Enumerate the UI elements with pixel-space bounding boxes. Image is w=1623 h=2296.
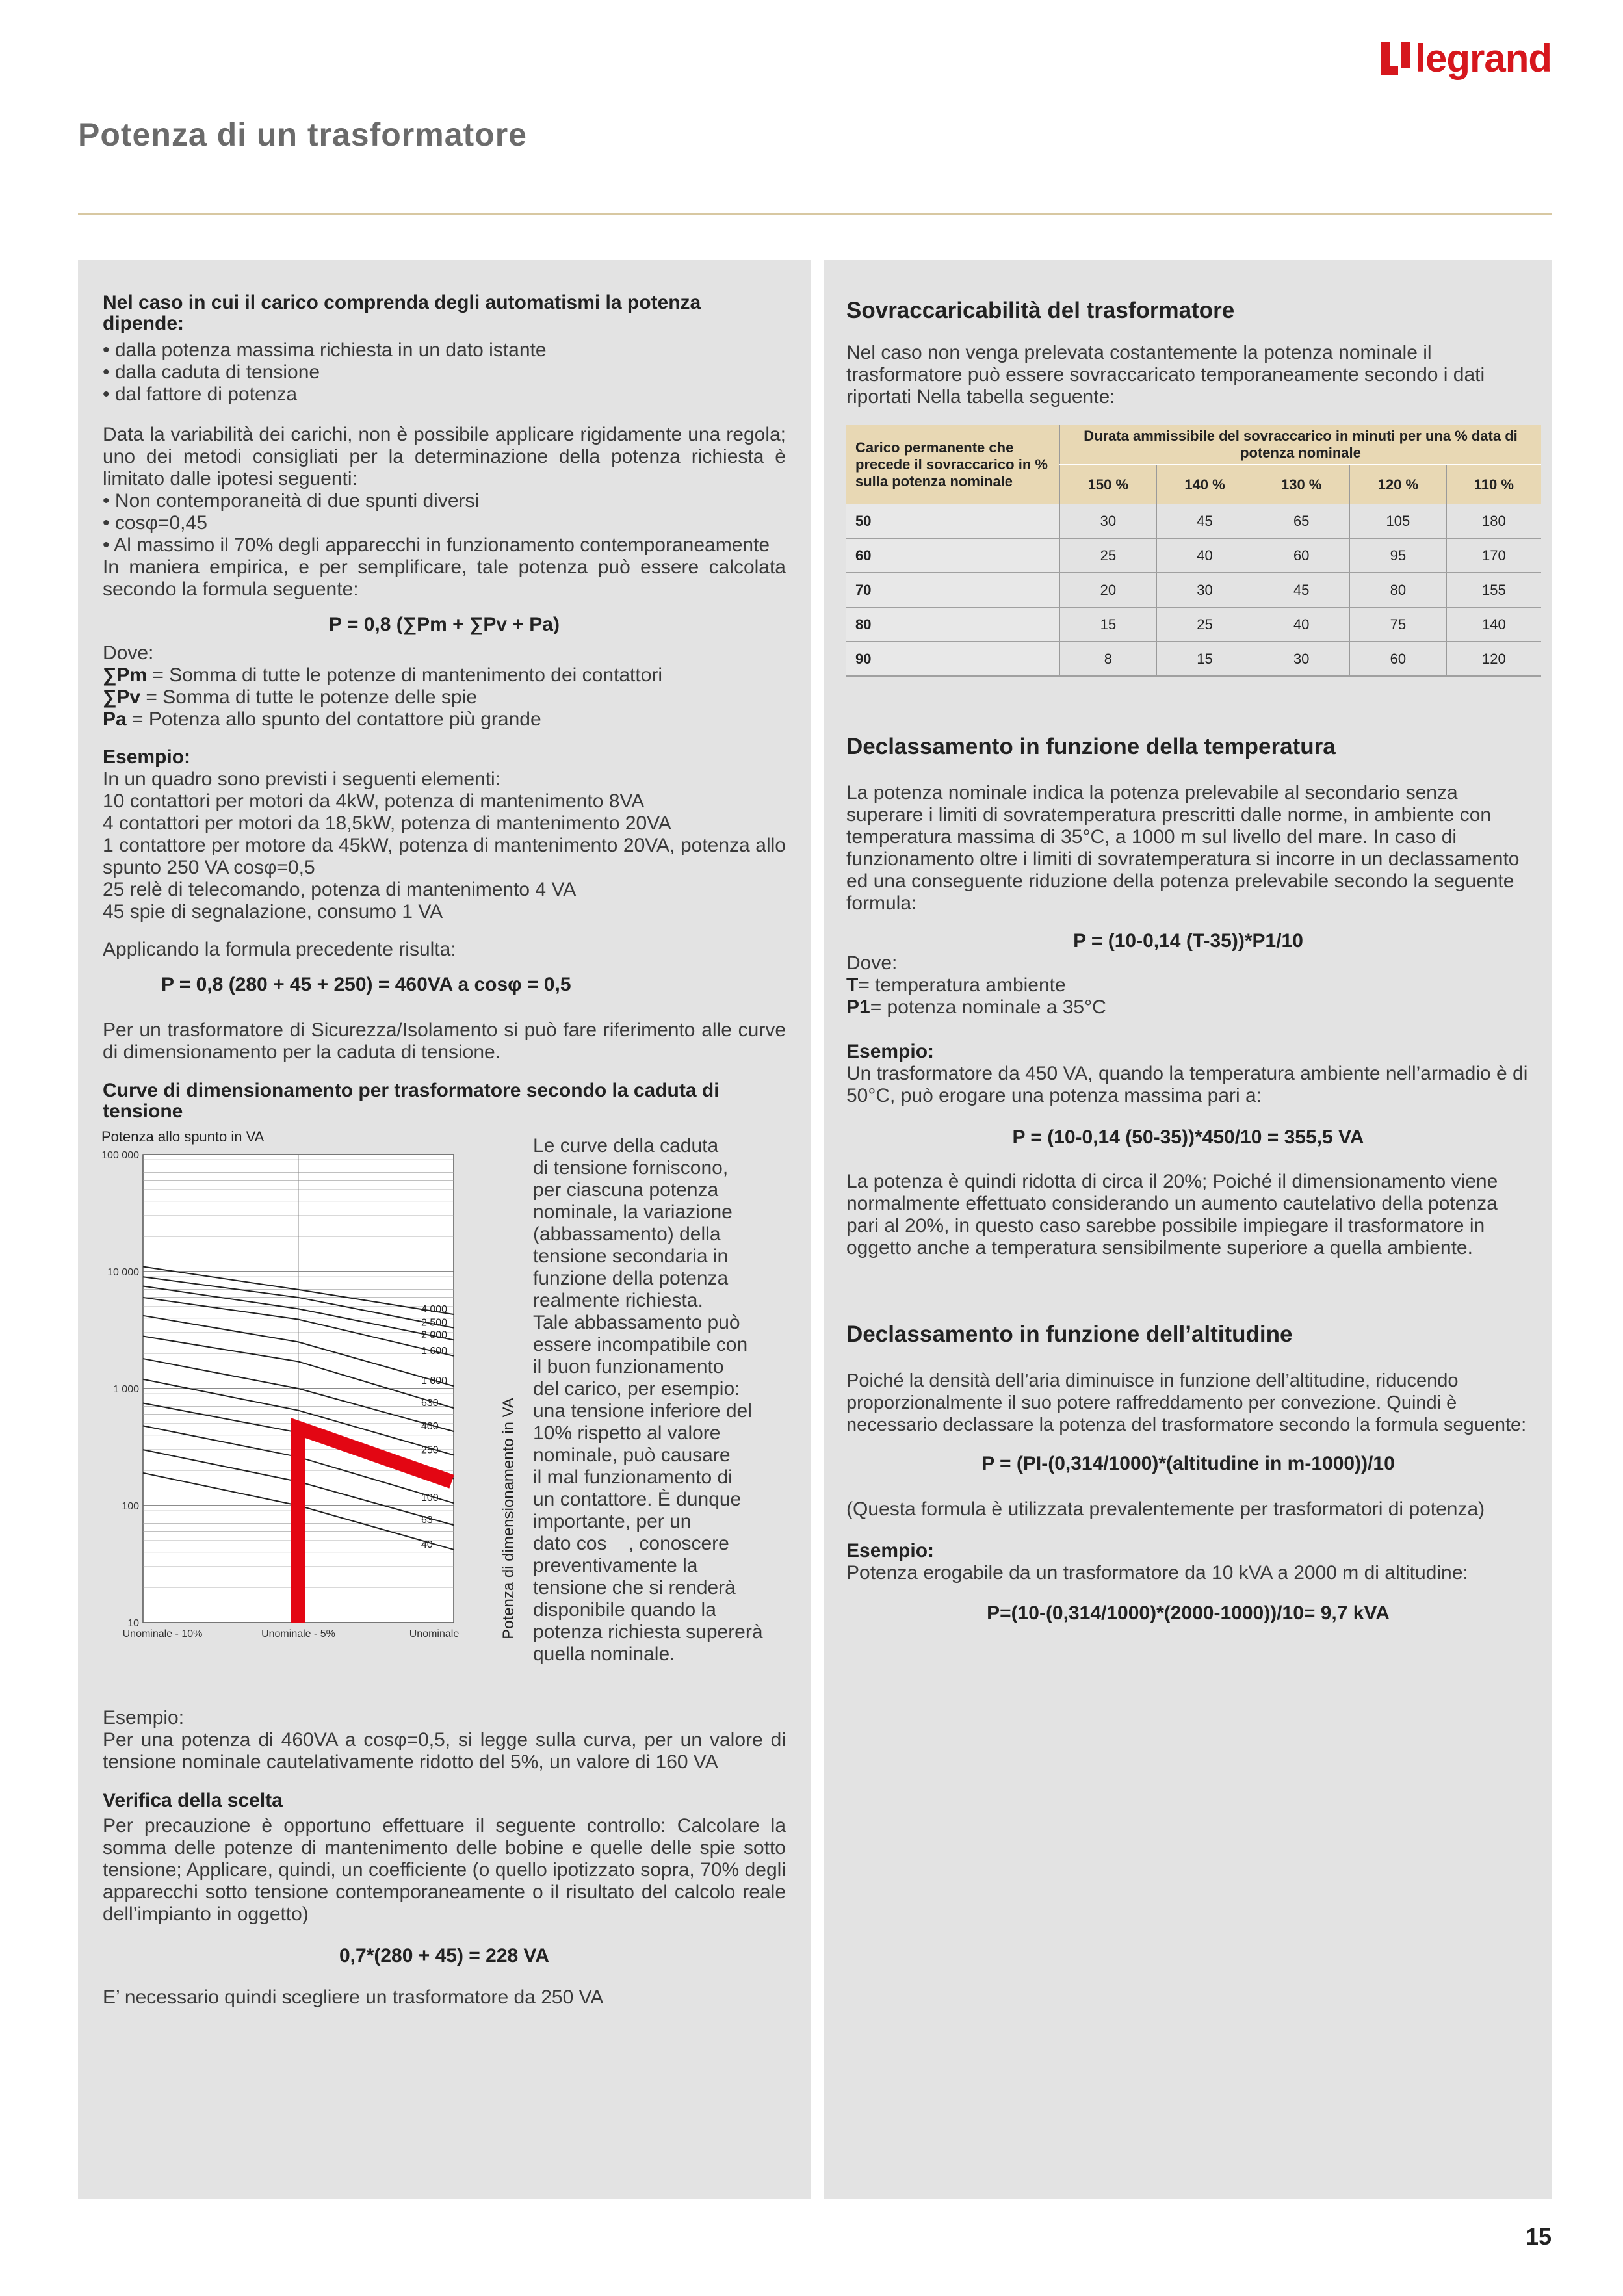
table-cell: 45 <box>1253 573 1350 607</box>
formula-verifica: 0,7*(280 + 45) = 228 VA <box>339 1945 549 1966</box>
hypothesis-item: • cosφ=0,45 <box>103 512 207 534</box>
page-number: 15 <box>1525 2223 1552 2250</box>
table-cell: 45 <box>1156 504 1253 538</box>
table-column-header: 120 % <box>1350 465 1447 504</box>
chart-series-label: 250 <box>421 1444 439 1456</box>
overload-table <box>846 425 1541 677</box>
chart-series-label: 63 <box>421 1515 433 1526</box>
altitudine-text: Poiché la densità dell’aria diminuisce in funzione dell’altitudine, riducendo proporzionalmente il suo potere raffreddamento per convezione. Quindi è necessario declassare la potenza del trasformatore secondo la formula seguente: <box>846 1370 1527 1435</box>
sovraccaricabilita-text: Nel caso non venga prelevata costantemente la potenza nominale il trasformatore può essere sovraccaricato temporaneamente secondo i dati riportati Nella tabella seguente: <box>846 342 1485 408</box>
definition-p1 <box>846 997 1530 1019</box>
table-row <box>846 573 1541 607</box>
hypothesis-item: • Non contemporaneità di due spunti diversi <box>103 490 480 512</box>
table-column-header: 150 % <box>1060 465 1157 504</box>
chart-side-line: nominale, può causare <box>533 1444 731 1466</box>
altitudine-example: Potenza erogabile da un trasformatore da 10 kVA a 2000 m di altitudine: <box>846 1562 1468 1584</box>
chart-series-label: 1 600 <box>421 1345 448 1357</box>
chart-series-label: 4 000 <box>421 1303 448 1315</box>
definition-symbol: ∑Pm <box>103 664 148 686</box>
temperatura-example-formula: P = (10-0,14 (50-35))*450/10 = 355,5 VA <box>1012 1127 1364 1148</box>
chart-side-line: dato cos , conoscere <box>533 1533 729 1554</box>
right-column <box>824 260 1552 2199</box>
chart-y-tick-label: 100 000 <box>101 1150 139 1161</box>
sovraccaricabilita-heading: Sovraccaricabilità del trasformatore <box>846 298 1235 323</box>
formula-main: P = 0,8 (∑Pm + ∑Pv + Pa) <box>329 614 560 635</box>
chart-side-line: preventivamente la <box>533 1555 698 1576</box>
verifica-text: Per precauzione è opportuno effettuare il seguente controllo: Calcolare la somma delle potenze di mantenimento delle bobine e quelle delle spie sotto tensione; Applicare, quindi, un coefficiente (o quello ipotizzato sopra, 70% degli apparecchi sotto tensione contemporaneamente o il risultato del calcolo reale dell’impianto in oggetto) <box>103 1815 786 1925</box>
definition-text: = potenza nominale a 35°C <box>870 997 1106 1018</box>
intro-bullet: • dalla potenza massima richiesta in un dato istante <box>103 339 547 361</box>
chart-side-line: nominale, la variazione <box>533 1201 733 1223</box>
definition-pv <box>103 686 786 709</box>
chart-side-line: (abbassamento) della <box>533 1223 721 1245</box>
altitudine-formula: P = (PI-(0,314/1000)*(altitudine in m-1000))/10 <box>981 1453 1395 1474</box>
temperatura-example: Un trasformatore da 450 VA, quando la temperatura ambiente nell’armadio è di 50°C, può erogare una potenza massima pari a: <box>846 1063 1528 1106</box>
intro-bullet: • dal fattore di potenza <box>103 384 298 405</box>
temperatura-formula: P = (10-0,14 (T-35))*P1/10 <box>1073 930 1303 952</box>
table-cell: 105 <box>1350 504 1447 538</box>
chart-side-line: Le curve della caduta <box>533 1135 719 1156</box>
chart-side-line: una tensione inferiore del <box>533 1400 752 1422</box>
table-cell: 40 <box>1253 607 1350 642</box>
table-row <box>846 538 1541 573</box>
legrand-logo-text: legrand <box>1415 36 1552 80</box>
intro-bullet: • dalla caduta di tensione <box>103 361 320 383</box>
table-cell: 155 <box>1446 573 1541 607</box>
chart-series-label: 2 000 <box>421 1329 448 1341</box>
chart-series-label: 2 500 <box>421 1317 448 1329</box>
definition-symbol: P1 <box>846 997 870 1018</box>
chart-title: Potenza allo spunto in VA <box>101 1128 265 1145</box>
table-cell: 120 <box>1446 642 1541 676</box>
table-column-header: 130 % <box>1253 465 1350 504</box>
table-cell: 95 <box>1350 538 1447 573</box>
table-cell: 25 <box>1156 607 1253 642</box>
table-row <box>846 504 1541 538</box>
left-column <box>78 260 811 2199</box>
altitudine-note: (Questa formula è utilizzata prevalentemente per trasformatori di potenza) <box>846 1498 1485 1520</box>
esempio-line: 1 contattore per motore da 45kW, potenza di mantenimento 20VA, potenza allo spunto 250 VA cosφ=0,5 <box>103 835 786 878</box>
table-cell: 180 <box>1446 504 1541 538</box>
intro-heading: Nel caso in cui il carico comprenda degli automatismi la potenza dipende: <box>103 292 701 334</box>
temperatura-conclusion: La potenza è quindi ridotta di circa il 20%; Poiché il dimensionamento viene normalmente effettuato considerando un aumento cautelativo della potenza pari al 20%, in questo caso sarebbe possibile impiegare il trasformatore in oggetto anche a temperatura sensibilmente superiore a quella ambiente. <box>846 1171 1498 1259</box>
chart-side-line: potenza richiesta supererà <box>533 1621 763 1643</box>
table-column-header: 140 % <box>1156 465 1253 504</box>
table-group-header: Durata ammissibile del sovraccarico in minuti per una % data di potenza nominale <box>1060 425 1542 465</box>
variability-paragraph: Data la variabilità dei carichi, non è possibile applicare rigidamente una regola; uno dei metodi consigliati per la determinazione della potenza richiesta è limitato dalle ipotesi seguenti: <box>103 424 786 489</box>
table-cell: 20 <box>1060 573 1157 607</box>
esempio-label: Esempio: <box>846 1041 935 1062</box>
dove-label: Dove: <box>846 952 898 974</box>
esempio-line: 10 contattori per motori da 4kW, potenza di mantenimento 8VA <box>103 790 645 812</box>
table-row-label: 60 <box>846 538 1060 573</box>
definition-text: = Potenza allo spunto del contattore più grande <box>126 709 541 730</box>
chart-side-line: un contattore. È dunque <box>533 1489 742 1510</box>
legrand-logo <box>1381 36 1552 81</box>
table-row-label: 50 <box>846 504 1060 538</box>
chart-side-line: del carico, per esempio: <box>533 1378 740 1400</box>
curve-heading: Curve di dimensionamento per trasformatore secondo la caduta di tensione <box>103 1080 720 1122</box>
chart-side-line: Tale abbassamento può <box>533 1312 740 1333</box>
chart-side-line: 10% rispetto al valore <box>533 1422 721 1444</box>
applying-text: Applicando la formula precedente risulta: <box>103 939 456 960</box>
hypothesis-item: • Al massimo il 70% degli apparecchi in funzionamento contemporaneamente <box>103 534 770 556</box>
chart-y-tick-label: 10 000 <box>107 1267 139 1278</box>
page-title: Potenza di un trasformatore <box>78 116 527 153</box>
definition-text: = Somma di tutte le potenze di mantenimento dei contattori <box>147 664 663 686</box>
chart-x-tick-label: Unominale - 5% <box>261 1628 335 1639</box>
chart-side-line: realmente richiesta. <box>533 1290 703 1311</box>
esempio-line: 25 relè di telecomando, potenza di mantenimento 4 VA <box>103 879 577 900</box>
title-divider <box>78 213 1552 215</box>
table-cell: 140 <box>1446 607 1541 642</box>
altitudine-heading: Declassamento in funzione dell’altitudine <box>846 1322 1293 1347</box>
definition-pm <box>103 664 786 686</box>
table-cell: 60 <box>1350 642 1447 676</box>
trasformatore-paragraph: Per un trasformatore di Sicurezza/Isolamento si può fare riferimento alle curve di dimensionamento per la caduta di tensione. <box>103 1019 786 1063</box>
chart-series-label: 100 <box>421 1493 439 1504</box>
chart-y-tick-label: 1 000 <box>112 1384 139 1395</box>
table-cell: 170 <box>1446 538 1541 573</box>
table-cell: 80 <box>1350 573 1447 607</box>
esempio-line: In un quadro sono previsti i seguenti elementi: <box>103 768 501 790</box>
table-cell: 60 <box>1253 538 1350 573</box>
table-cell: 25 <box>1060 538 1157 573</box>
chart-series-label: 160 <box>421 1468 439 1480</box>
chart-side-line: di tensione forniscono, <box>533 1157 729 1179</box>
table-row-header: Carico permanente che precede il sovraccarico in % sulla potenza nominale <box>846 425 1060 504</box>
definition-symbol: T <box>846 974 859 996</box>
chart-area <box>78 1122 811 1707</box>
formula-result: P = 0,8 (280 + 45 + 250) = 460VA a cosφ = 0,5 <box>161 974 571 995</box>
table-cell: 15 <box>1060 607 1157 642</box>
chart-side-line: tensione secondaria in <box>533 1246 729 1267</box>
table-cell: 15 <box>1156 642 1253 676</box>
dove-label: Dove: <box>103 642 154 664</box>
chart-side-line: per ciascuna potenza <box>533 1179 719 1201</box>
table-cell: 8 <box>1060 642 1157 676</box>
table-cell: 40 <box>1156 538 1253 573</box>
chart-x-tick-label: Unominale <box>409 1628 460 1639</box>
legrand-logo-mark <box>1381 42 1410 75</box>
table-cell: 30 <box>1060 504 1157 538</box>
definition-pa <box>103 709 786 731</box>
definition-symbol: Pa <box>103 709 127 730</box>
table-cell: 30 <box>1253 642 1350 676</box>
empirical-paragraph: In maniera empirica, e per semplificare, tale potenza può essere calcolata secondo la formula seguente: <box>103 556 786 600</box>
definition-t <box>846 974 1530 997</box>
esempio-label: Esempio: <box>103 746 191 768</box>
definition-text: = temperatura ambiente <box>858 974 1066 996</box>
chart-side-line: il buon funzionamento <box>533 1356 724 1377</box>
esempio-line: 4 contattori per motori da 18,5kW, potenza di mantenimento 20VA <box>103 813 671 834</box>
table-row <box>846 642 1541 676</box>
chart-side-line: disponibile quando la <box>533 1599 716 1621</box>
conclusion-text: E’ necessario quindi scegliere un trasformatore da 250 VA <box>103 1987 604 2008</box>
chart-series-label: 630 <box>421 1398 439 1409</box>
table-row-label: 80 <box>846 607 1060 642</box>
table-row <box>846 607 1541 642</box>
chart-side-line: il mal funzionamento di <box>533 1467 733 1488</box>
chart-x-tick-label: Unominale - 10% <box>122 1628 203 1639</box>
altitudine-esempio-label: Esempio: <box>846 1540 935 1561</box>
esempio-line: 45 spie di segnalazione, consumo 1 VA <box>103 901 443 922</box>
definition-text: = Somma di tutte le potenze delle spie <box>140 686 477 708</box>
temperatura-text: La potenza nominale indica la potenza prelevabile al secondario senza superare i limiti di sovratemperatura prescritti dalle norme, in ambiente con temperatura massima di 35°C, a 1000 m sul livello del mare. In caso di funzionamento oltre i limiti di sovratemperatura si incorre in un declassamento ed una conseguente riduzione della potenza prelevabile secondo la seguente formula: <box>846 782 1520 914</box>
voltage-drop-chart <box>78 1122 533 1707</box>
table-column-header: 110 % <box>1446 465 1541 504</box>
table-cell: 75 <box>1350 607 1447 642</box>
chart-y-tick-label: 100 <box>122 1501 139 1512</box>
chart-side-text <box>533 1135 793 1665</box>
chart-side-line: funzione della potenza <box>533 1268 729 1289</box>
chart-right-axis-label: Potenza di dimensionamento in VA <box>500 1398 517 1639</box>
esempio2-text: Per una potenza di 460VA a cosφ=0,5, si legge sulla curva, per un valore di tensione nominale cautelativamente ridotto del 5%, un valore di 160 VA <box>103 1729 786 1773</box>
table-cell: 65 <box>1253 504 1350 538</box>
table-cell: 30 <box>1156 573 1253 607</box>
esempio2-label: Esempio: <box>103 1707 185 1729</box>
chart-side-line: essere incompatibile con <box>533 1334 748 1355</box>
chart-y-tick-label: 10 <box>127 1618 139 1629</box>
chart-series-label: 400 <box>421 1420 439 1432</box>
temperatura-heading: Declassamento in funzione della temperatura <box>846 734 1336 759</box>
chart-side-line: tensione che si renderà <box>533 1577 736 1598</box>
chart-series-label: 1 000 <box>421 1376 448 1387</box>
definition-symbol: ∑Pv <box>103 686 141 708</box>
chart-side-line: importante, per un <box>533 1511 692 1532</box>
table-row-label: 70 <box>846 573 1060 607</box>
altitudine-example-formula: P=(10-(0,314/1000)*(2000-1000))/10= 9,7 kVA <box>987 1602 1390 1624</box>
verifica-heading: Verifica della scelta <box>103 1790 283 1811</box>
table-row-label: 90 <box>846 642 1060 676</box>
chart-series-label: 40 <box>421 1539 433 1550</box>
chart-side-line: quella nominale. <box>533 1643 675 1665</box>
